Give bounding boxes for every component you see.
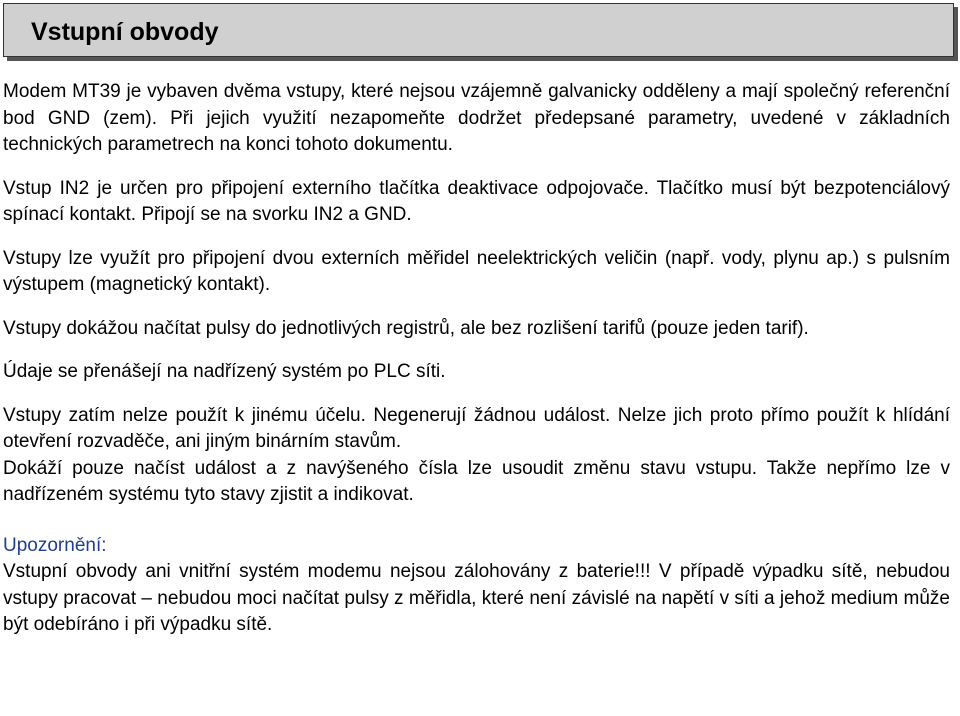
paragraph-registers: Vstupy dokážou načítat pulsy do jednotlivých registrů, ale bez rozlišení tarifů (pouze jeden tarif). [3, 317, 809, 339]
paragraph-in2: Vstup IN2 je určen pro připojení externího tlačítka deaktivace odpojovače. Tlačítko musí být bezpotenciálový spínací kontakt. Připojí se na svorku IN2 a GND. [3, 177, 950, 225]
warning-label: Upozornění: [3, 534, 107, 556]
paragraph-intro: Modem MT39 je vybaven dvěma vstupy, které nejsou vzájemně galvanicky odděleny a mají společný referenční bod GND (zem). Při jejich využití nezapomeňte dodržet předepsané parametry, uvedené v základních technických parametrech na konci tohoto dokumentu. [3, 81, 950, 155]
paragraph-meters: Vstupy lze využít pro připojení dvou externích měřidel neelektrických veličin (např. vody, plynu ap.) s pulsním výstupem (magnetický kontakt). [3, 247, 950, 295]
paragraph-usage-limits: Vstupy zatím nelze použít k jinému účelu. Negenerují žádnou událost. Nelze jich proto přímo použít k hlídání otevření rozvaděče, ani jiným binárním stavům. [3, 404, 950, 452]
paragraph-indirect-detection: Dokáží pouze načíst událost a z navýšeného čísla lze usoudit změnu stavu vstupu. Takže nepřímo lze v nadřízeném systému tyto stavy zjistit a indikovat. [3, 457, 950, 505]
document-body [3, 79, 950, 639]
section-heading-box [3, 3, 954, 57]
warning-text: Vstupní obvody ani vnitřní systém modemu nejsou zálohovány z baterie!!! V případě výpadku sítě, nebudou vstupy pracovat – nebudou moci načítat pulsy z měřidla, které není závislé na napětí v síti a jehož medium může být odebíráno i při výpadku sítě. [3, 561, 950, 635]
paragraph-plc: Údaje se přenášejí na nadřízený systém po PLC síti. [3, 361, 446, 382]
section-title: Vstupní obvody [31, 18, 219, 46]
